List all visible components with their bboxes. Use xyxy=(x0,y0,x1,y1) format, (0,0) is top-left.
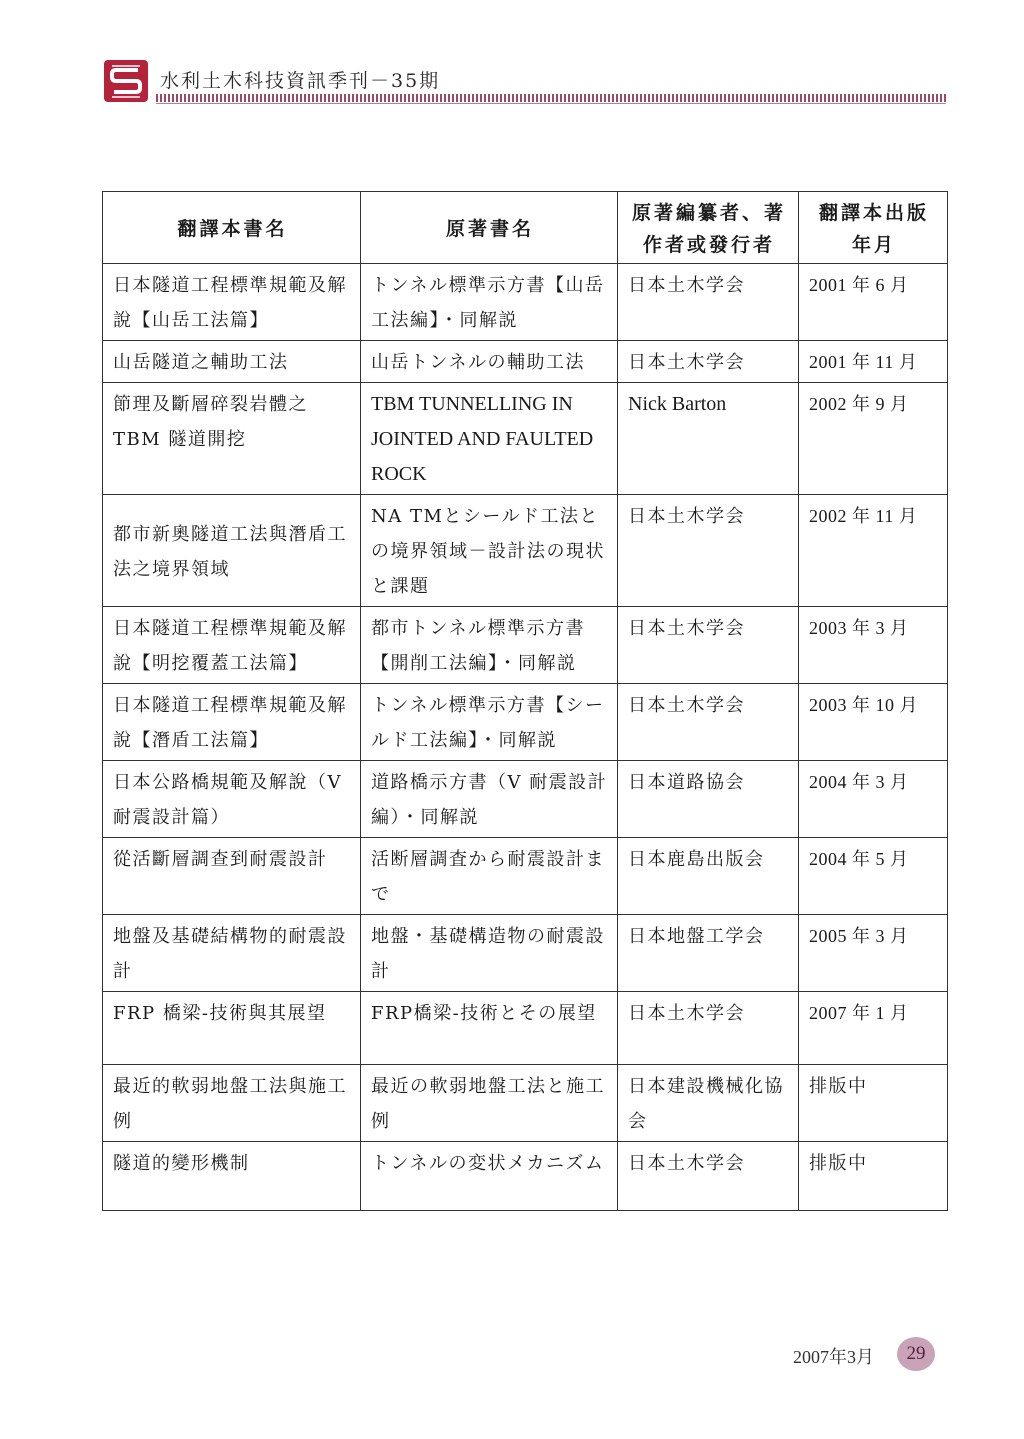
cell-author: 日本道路協会 xyxy=(618,761,799,838)
table-row xyxy=(103,341,948,383)
issue-date: 2007年3月 xyxy=(793,1347,874,1367)
cell-publish-date: 2004 年 5 月 xyxy=(799,838,948,915)
cell-translated-title: 從活斷層調查到耐震設計 xyxy=(103,838,361,915)
table-row xyxy=(103,1142,948,1211)
journal-s-logo-icon xyxy=(104,60,148,102)
cell-translated-title: 日本隧道工程標準規範及解說【山岳工法篇】 xyxy=(103,264,361,341)
cell-publish-date: 2005 年 3 月 xyxy=(799,915,948,992)
cell-author: 日本地盤工学会 xyxy=(618,915,799,992)
cell-publish-date: 2004 年 3 月 xyxy=(799,761,948,838)
cell-original-title: トンネル標準示方書【山岳工法編】・同解説 xyxy=(361,264,618,341)
cell-author: 日本土木学会 xyxy=(618,992,799,1065)
header-publish-date: 翻譯本出版年月 xyxy=(799,192,948,264)
cell-original-title: トンネル標準示方書【シールド工法編】・同解説 xyxy=(361,684,618,761)
page-header xyxy=(104,60,946,104)
cell-author: 日本土木学会 xyxy=(618,495,799,607)
page-number-badge: 29 xyxy=(897,1337,935,1371)
cell-publish-date: 排版中 xyxy=(799,1142,948,1211)
cell-translated-title: 日本公路橋規範及解說（V 耐震設計篇） xyxy=(103,761,361,838)
cell-original-title: TBM TUNNELLING IN JOINTED AND FAULTED ROCK xyxy=(361,383,618,495)
table-row xyxy=(103,761,948,838)
cell-publish-date: 2002 年 9 月 xyxy=(799,383,948,495)
table-row xyxy=(103,915,948,992)
cell-original-title: FRP橋梁-技術とその展望 xyxy=(361,992,618,1065)
header-author: 原著編纂者、著作者或發行者 xyxy=(618,192,799,264)
header-translated-title: 翻譯本書名 xyxy=(103,192,361,264)
header-rule xyxy=(156,94,946,102)
cell-translated-title: FRP 橋梁-技術與其展望 xyxy=(103,992,361,1065)
cell-publish-date: 2003 年 10 月 xyxy=(799,684,948,761)
header-original-title: 原著書名 xyxy=(361,192,618,264)
table-header-row xyxy=(103,192,948,264)
cell-publish-date: 2001 年 11 月 xyxy=(799,341,948,383)
cell-author: 日本土木学会 xyxy=(618,341,799,383)
cell-publish-date: 2001 年 6 月 xyxy=(799,264,948,341)
cell-publish-date: 排版中 xyxy=(799,1065,948,1142)
cell-author: 日本土木学会 xyxy=(618,264,799,341)
cell-publish-date: 2003 年 3 月 xyxy=(799,607,948,684)
cell-translated-title: 日本隧道工程標準規範及解說【潛盾工法篇】 xyxy=(103,684,361,761)
cell-author: Nick Barton xyxy=(618,383,799,495)
cell-original-title: 最近の軟弱地盤工法と施工例 xyxy=(361,1065,618,1142)
cell-original-title: 活断層調査から耐震設計まで xyxy=(361,838,618,915)
table-row xyxy=(103,383,948,495)
translation-books-table xyxy=(102,191,948,1211)
table-row xyxy=(103,607,948,684)
cell-translated-title: 地盤及基礎結構物的耐震設計 xyxy=(103,915,361,992)
cell-translated-title: 隧道的變形機制 xyxy=(103,1142,361,1211)
cell-author: 日本建設機械化協会 xyxy=(618,1065,799,1142)
table-row xyxy=(103,684,948,761)
cell-translated-title: 日本隧道工程標準規範及解說【明挖覆蓋工法篇】 xyxy=(103,607,361,684)
cell-original-title: トンネルの変状メカニズム xyxy=(361,1142,618,1211)
table-row xyxy=(103,1065,948,1142)
cell-translated-title: 節理及斷層碎裂岩體之TBM 隧道開挖 xyxy=(103,383,361,495)
header-rule-line xyxy=(156,103,946,104)
cell-translated-title: 最近的軟弱地盤工法與施工例 xyxy=(103,1065,361,1142)
cell-translated-title: 山岳隧道之輔助工法 xyxy=(103,341,361,383)
cell-original-title: 山岳トンネルの輔助工法 xyxy=(361,341,618,383)
cell-publish-date: 2002 年 11 月 xyxy=(799,495,948,607)
cell-author: 日本土木学会 xyxy=(618,607,799,684)
cell-author: 日本土木学会 xyxy=(618,1142,799,1211)
table-row xyxy=(103,838,948,915)
cell-original-title: 道路橋示方書（V 耐震設計編）・同解説 xyxy=(361,761,618,838)
cell-author: 日本土木学会 xyxy=(618,684,799,761)
cell-translated-title: 都市新奧隧道工法與潛盾工法之境界領域 xyxy=(103,495,361,607)
cell-author: 日本鹿島出版会 xyxy=(618,838,799,915)
table-row xyxy=(103,992,948,1065)
cell-original-title: 地盤・基礎構造物の耐震設計 xyxy=(361,915,618,992)
cell-original-title: 都市トンネル標準示方書【開削工法編】・同解説 xyxy=(361,607,618,684)
journal-title: 水利土木科技資訊季刊－35期 xyxy=(160,70,441,92)
table-row xyxy=(103,264,948,341)
cell-original-title: NA TMとシールド工法との境界領域－設計法の現状と課題 xyxy=(361,495,618,607)
cell-publish-date: 2007 年 1 月 xyxy=(799,992,948,1065)
table-row xyxy=(103,495,948,607)
